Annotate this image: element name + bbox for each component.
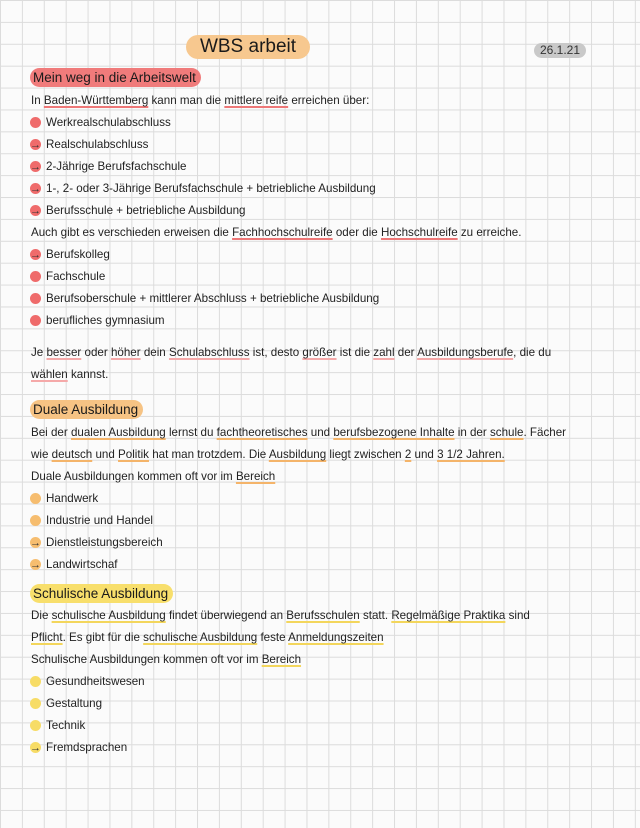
note-page: WBS arbeit 26.1.21 Mein weg in die Arbeitswelt In Baden-Württemberg kann man die mittlere reife erreichen über: Werkrealschulabschluss → Realschulabschluss → 2-Jährige Berufsfachschule → 1-, 2- oder 3-Jährige Berufsfachschule + betriebliche Ausbildung → Berufsschule + betriebliche Ausbildung Auch gibt es verschieden erweisen die Fachhochschulreife oder die Hochschulreife zu erreiche. → Berufskolleg Fachschule Berufsoberschule + mittlerer Abschluss + betriebliche Ausbildung berufliches gymnasium Je besser oder höher dein Schulabschluss ist, desto größer ist die zahl der Ausbildungsberufe, die du wählen kannst. Duale Ausbildung Bei der dualen Ausbildung lernst du fachtheoretisches und berufsbezogene Inhalte in der schule. Fächer wie deutsch und Politik hat man trotzdem. Die Ausbildung liegt zwischen 2 und 3 1/2 Jahren. Duale Ausbildungen kommen oft vor im Bereich Handwerk Industrie und Handel → Dienstleistungsbereich → Landwirtschaf Schulische Ausbildung Die schulische Ausbildung findet überwiegend an Berufsschulen statt. Regelmäßige Praktika sind Pflicht. Es gibt für die schulische Ausbildung feste Anmeldungszeiten Schulische Ausbildungen kommen oft vor im Bereich Gesundheitswesen Gestaltung Technik → Fremdsprachen bbox=[0, 0, 640, 828]
paragraph-line: Je besser oder höher dein Schulabschluss ist, desto größer ist die zahl der Ausbildungsberufe, die du bbox=[31, 346, 552, 359]
arrow-right-icon: → bbox=[30, 249, 41, 261]
bullet-dot-icon bbox=[30, 676, 41, 687]
paragraph-line: Die schulische Ausbildung findet überwiegend an Berufsschulen statt. Regelmäßige Praktika sind bbox=[31, 609, 530, 622]
arrow-right-icon: → bbox=[30, 161, 41, 173]
paragraph-line: Duale Ausbildungen kommen oft vor im Bereich bbox=[31, 470, 276, 483]
paragraph-line: Schulische Ausbildungen kommen oft vor im Bereich bbox=[31, 653, 302, 666]
bullet-dot-icon bbox=[30, 271, 41, 282]
section-heading-arbeitswelt: Mein weg in die Arbeitswelt bbox=[30, 68, 201, 87]
date-badge: 26.1.21 bbox=[534, 43, 586, 58]
paragraph-line: wie deutsch und Politik hat man trotzdem. Die Ausbildung liegt zwischen 2 und 3 1/2 Jahren. bbox=[31, 448, 505, 461]
paragraph-line: wählen kannst. bbox=[31, 368, 109, 381]
section-heading-duale-ausbildung: Duale Ausbildung bbox=[30, 400, 143, 419]
arrow-right-icon: → bbox=[30, 559, 41, 571]
bullet-dot-icon bbox=[30, 117, 41, 128]
bullet-dot-icon bbox=[30, 315, 41, 326]
bullet-dot-icon bbox=[30, 515, 41, 526]
paragraph-line: Bei der dualen Ausbildung lernst du fachtheoretisches und berufsbezogene Inhalte in der schule. Fächer bbox=[31, 426, 567, 439]
bullet-dot-icon bbox=[30, 698, 41, 709]
bullet-dot-icon bbox=[30, 293, 41, 304]
bullet-dot-icon bbox=[30, 493, 41, 504]
page-title: WBS arbeit bbox=[186, 35, 310, 59]
arrow-right-icon: → bbox=[30, 537, 41, 549]
arrow-right-icon: → bbox=[30, 139, 41, 151]
arrow-right-icon: → bbox=[30, 205, 41, 217]
arrow-right-icon: → bbox=[30, 742, 41, 754]
paragraph-line: Pflicht. Es gibt für die schulische Ausbildung feste Anmeldungszeiten bbox=[31, 631, 384, 644]
intro-line-2: Auch gibt es verschieden erweisen die Fachhochschulreife oder die Hochschulreife zu erreiche. bbox=[31, 226, 522, 239]
section-heading-schulische-ausbildung: Schulische Ausbildung bbox=[30, 584, 173, 603]
intro-line: In Baden-Württemberg kann man die mittlere reife erreichen über: bbox=[31, 94, 370, 107]
arrow-right-icon: → bbox=[30, 183, 41, 195]
bullet-dot-icon bbox=[30, 720, 41, 731]
